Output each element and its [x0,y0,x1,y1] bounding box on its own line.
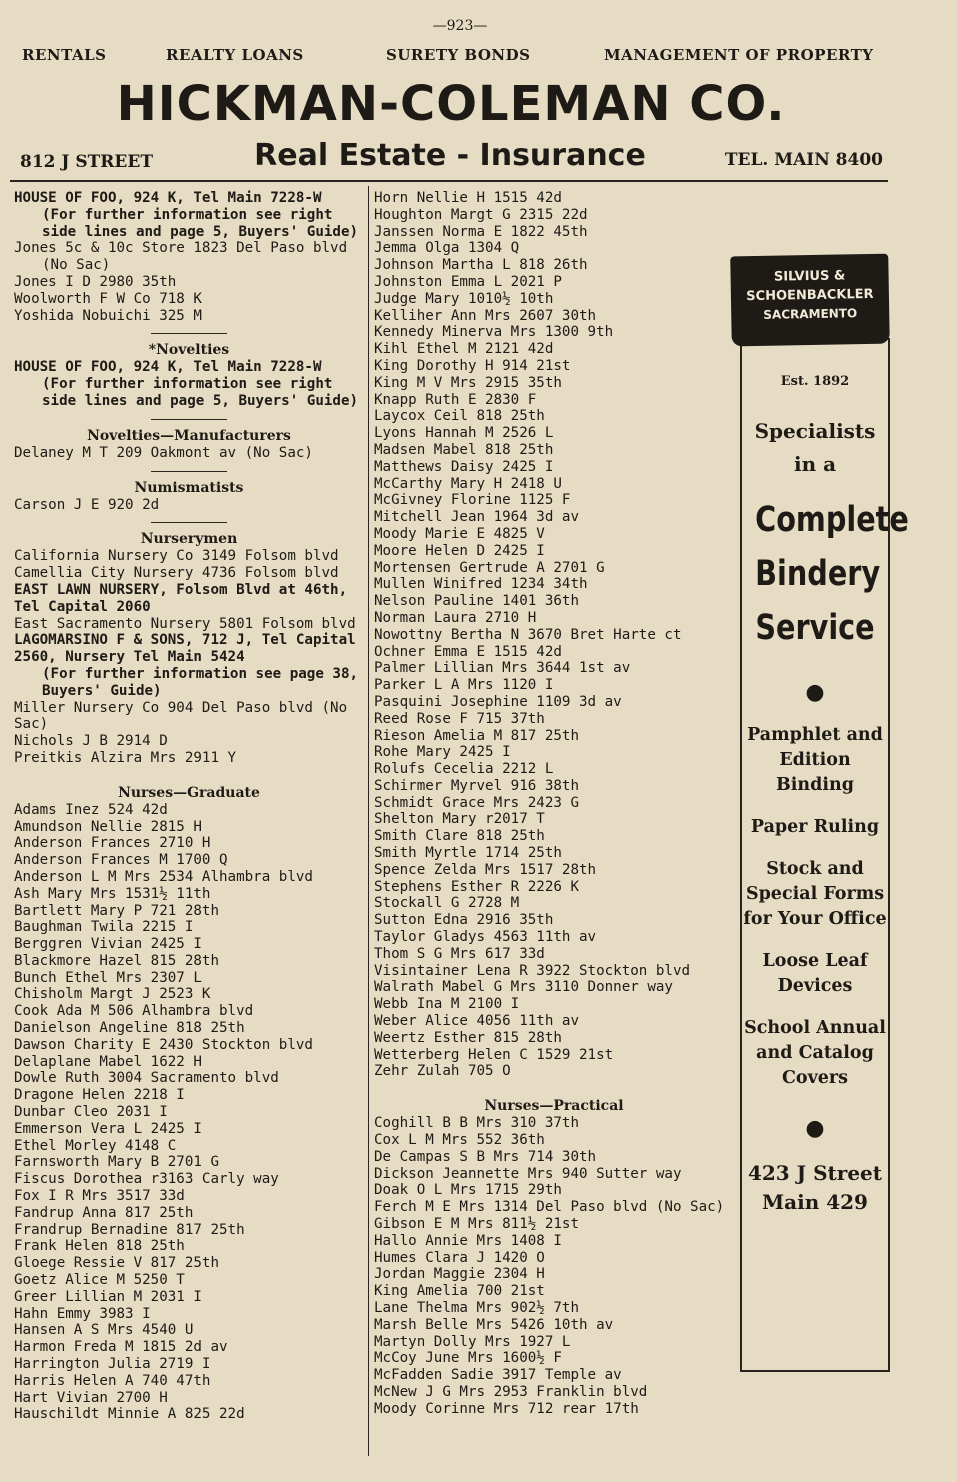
directory-entry: Walrath Mabel G Mrs 3110 Donner way [374,979,673,996]
directory-entry: Madsen Mabel 818 25th [374,441,554,458]
directory-entry: Taylor Gladys 4563 11th av [374,929,597,946]
novelties-list [14,359,364,409]
directory-entry: Dowle Ruth 3004 Sacramento blvd [14,1070,279,1087]
directory-entry: Janssen Norma E 1822 45th [374,223,588,240]
section-divider [151,471,227,472]
directory-entry: Preitkis Alzira Mrs 2911 Y [14,749,237,766]
directory-entry: Harris Helen A 740 47th [14,1372,211,1389]
ad-headline-line: Complete [755,500,909,540]
directory-entry: Fiscus Dorothea r3163 Carly way [14,1171,279,1188]
ad-service-item: Stock and Special Forms for Your Office [743,859,887,929]
directory-entry: McCoy June Mrs 1600½ F [374,1350,562,1367]
directory-entry: Knapp Ruth E 2830 F [374,391,537,408]
directory-entry: Nelson Pauline 1401 36th [374,593,579,610]
directory-entry: Webb Ina M 2100 I [374,996,520,1013]
directory-entry: Hauschildt Minnie A 825 22d [14,1406,245,1423]
company-subtitle: Real Estate - Insurance [254,138,646,173]
directory-entry: McFadden Sadie 3917 Temple av [374,1367,622,1384]
directory-entry: Wetterberg Helen C 1529 21st [374,1046,614,1063]
heading-nurses-graduate: Nurses—Graduate [118,784,260,801]
directory-entry: McNew J G Mrs 2953 Franklin blvd [374,1383,648,1400]
directory-entry: Berggren Vivian 2425 I [14,936,202,953]
directory-entry: King Dorothy H 914 21st [374,357,571,374]
company-name: HICKMAN-COLEMAN CO. [116,76,786,132]
left-top-entries [14,190,364,324]
directory-entry: Cox L M Mrs 552 36th [374,1132,545,1149]
directory-entry: Lyons Hannah M 2526 L [374,425,554,442]
directory-entry: Mortensen Gertrude A 2701 G [374,559,605,576]
directory-entry: Coghill B B Mrs 310 37th [374,1115,579,1132]
directory-entry: Ash Mary Mrs 1531½ 11th [14,885,211,902]
heading-novelties-manufacturers: Novelties—Manufacturers [87,427,291,444]
directory-entry: Anderson Frances 2710 H [14,835,211,852]
directory-entry: Greer Lillian M 2031 I [14,1288,202,1305]
section-gap [14,767,364,783]
service-realty-loans: REALTY LOANS [166,46,304,64]
directory-entry: Lane Thelma Mrs 902½ 7th [374,1300,579,1316]
directory-entry: McGivney Florine 1125 F [374,492,571,509]
header-rule [10,180,888,182]
ad-service-item: Loose Leaf Devices [762,951,868,996]
directory-entry: HOUSE OF FOO, 924 K, Tel Main 7228-W [14,190,322,206]
section-gap [374,1080,734,1096]
novelties-manufacturers-list [14,445,364,462]
directory-entry: Amundson Nellie 2815 H [14,818,202,835]
bindery-advertisement [740,338,909,1372]
bindery-logo [730,254,890,347]
directory-entry: Jemma Olga 1304 Q [374,240,520,257]
directory-entry: Pasquini Josephine 1109 3d av [374,693,622,710]
directory-entry: Weber Alice 4056 11th av [374,1013,579,1030]
directory-entry: Ferch M E Mrs 1314 Del Paso blvd (No Sac) [374,1199,725,1216]
ad-phone: Main 429 [762,1190,868,1214]
directory-entry: Fox I R Mrs 3517 33d [14,1188,185,1205]
directory-entry: Sutton Edna 2916 35th [374,912,554,929]
ad-service-item: Pamphlet and Edition Binding [747,725,883,795]
directory-entry: Bartlett Mary P 721 28th [14,902,219,919]
directory-entry: Nichols J B 2914 D [14,733,168,750]
directory-entry: Blackmore Hazel 815 28th [14,952,219,969]
directory-entry: Ochner Emma E 1515 42d [374,643,562,660]
directory-entry: Jones I D 2980 35th [14,273,177,290]
logo-line: SCHOENBACKLER [746,286,874,305]
directory-entry: Johnson Martha L 818 26th [374,257,588,274]
directory-entry: Delaney M T 209 Oakmont av (No Sac) [14,444,313,461]
middle-entries [374,190,734,1080]
directory-entry: Laycox Ceil 818 25th [374,408,545,425]
directory-entry: Jordan Maggie 2304 H [374,1266,545,1283]
directory-entry: McCarthy Mary H 2418 U [374,475,562,492]
ad-service-item: School Annual and Catalog Covers [744,1018,886,1088]
directory-entry: Visintainer Lena R 3922 Stockton blvd [374,962,691,979]
directory-entry: Anderson Frances M 1700 Q [14,852,228,869]
directory-entry: Shelton Mary r2017 T [374,811,545,828]
directory-entry: Miller Nursery Co 904 Del Paso blvd (No Sac) [14,699,348,733]
directory-entry: De Campas S B Mrs 714 30th [374,1148,597,1165]
directory-entry: Hansen A S Mrs 4540 U [14,1322,194,1339]
directory-entry: (For further information see right side lines and page 5, Buyers' Guide) [42,206,359,240]
directory-entry: Fandrup Anna 817 25th [14,1204,194,1221]
directory-entry: Palmer Lillian Mrs 3644 1st av [374,660,631,677]
section-divider [151,419,227,420]
directory-entry: Moody Marie E 4825 V [374,525,545,542]
ad-headline [755,493,909,655]
directory-entry: Dunbar Cleo 2031 I [14,1104,168,1121]
directory-entry: Stephens Esther R 2226 K [374,878,579,895]
directory-entry: Goetz Alice M 5250 T [14,1272,185,1289]
ad-address [742,1159,888,1217]
directory-entry: Schirmer Myrvel 916 38th [374,777,579,794]
service-management: MANAGEMENT OF PROPERTY [604,46,874,64]
directory-entry: Mitchell Jean 1964 3d av [374,509,579,526]
directory-entry: Gloege Ressie V 817 25th [14,1255,219,1272]
service-surety-bonds: SURETY BONDS [386,46,531,64]
column-divider [368,186,369,1456]
logo-line: SILVIUS & [773,268,846,285]
directory-entry: Houghton Margt G 2315 22d [374,206,588,223]
bullet-dot: ● [805,679,825,705]
directory-entry: Parker L A Mrs 1120 I [374,677,554,694]
numismatists-list [14,497,364,514]
directory-entry: Yoshida Nobuichi 325 M [14,307,202,324]
bullet-dot: ● [805,1115,825,1141]
directory-entry: HOUSE OF FOO, 924 K, Tel Main 7228-W [14,359,322,376]
directory-entry: Kihl Ethel M 2121 42d [374,341,554,358]
directory-entry: Emmerson Vera L 2425 I [14,1120,202,1137]
nurses-practical-list [374,1115,734,1417]
directory-entry: EAST LAWN NURSERY, Folsom Blvd at 46th, Tel Capital 2060 [14,581,348,615]
heading-numismatists: Numismatists [134,479,244,496]
directory-entry: Kelliher Ann Mrs 2607 30th [374,307,597,324]
section-divider [151,333,227,334]
directory-entry: Bunch Ethel Mrs 2307 L [14,969,202,986]
directory-entry: Harrington Julia 2719 I [14,1356,211,1373]
company-telephone: TEL. MAIN 8400 [724,150,883,170]
directory-entry: Carson J E 920 2d [14,496,160,513]
directory-entry: Rolufs Cecelia 2212 L [374,761,554,778]
directory-entry: Moore Helen D 2425 I [374,542,545,559]
directory-entry: Thom S G Mrs 617 33d [374,945,545,962]
directory-entry: Gibson E M Mrs 811½ 21st [374,1216,579,1233]
directory-entry: Smith Myrtle 1714 25th [374,845,562,862]
directory-entry: King M V Mrs 2915 35th [374,374,562,391]
nurses-graduate-list [14,802,364,1423]
nurserymen-list [14,548,364,766]
service-rentals: RENTALS [22,46,107,64]
directory-entry: Reed Rose F 715 37th [374,710,545,727]
directory-entry: East Sacramento Nursery 5801 Folsom blvd [14,615,356,632]
directory-entry: Dragone Helen 2218 I [14,1087,185,1104]
directory-entry: (No Sac) [42,257,111,274]
directory-entry: LAGOMARSINO F & SONS, 712 J, Tel Capital 2560, Nursery Tel Main 5424 [14,632,356,666]
ad-headline-line: Bindery [755,554,881,594]
directory-entry: Kennedy Minerva Mrs 1300 9th [374,324,614,341]
directory-entry: Farnsworth Mary B 2701 G [14,1154,219,1171]
directory-entry: Rohe Mary 2425 I [374,744,511,761]
directory-entry: California Nursery Co 3149 Folsom blvd [14,548,339,565]
directory-entry: Judge Mary 1010½ 10th [374,290,554,307]
directory-entry: (For further information see right side lines and page 5, Buyers' Guide) [42,376,359,409]
middle-column [374,190,734,1418]
directory-entry: Hahn Emmy 3983 I [14,1305,151,1322]
directory-entry: Dawson Charity E 2430 Stockton blvd [14,1036,313,1053]
ad-established: Est. 1892 [780,374,850,389]
directory-entry: Spence Zelda Mrs 1517 28th [374,861,597,878]
directory-entry: Martyn Dolly Mrs 1927 L [374,1333,571,1350]
directory-entry: Stockall G 2728 M [374,895,520,912]
directory-entry: Weertz Esther 815 28th [374,1029,562,1046]
ad-specialists: Specialists in a [754,419,876,476]
directory-entry: Mullen Winifred 1234 34th [374,576,588,593]
heading-novelties: *Novelties [148,342,230,359]
directory-entry: Schmidt Grace Mrs 2423 G [374,794,579,811]
logo-line: SACRAMENTO [763,306,858,322]
directory-entry: Harmon Freda M 1815 2d av [14,1339,228,1356]
directory-entry: Smith Clare 818 25th [374,828,545,845]
directory-entry: Jones 5c & 10c Store 1823 Del Paso blvd [14,240,348,257]
heading-nurses-practical: Nurses—Practical [484,1098,624,1115]
directory-entry: Moody Corinne Mrs 712 rear 17th [374,1400,639,1417]
directory-entry: Ethel Morley 4148 C [14,1137,177,1154]
directory-entry: Norman Laura 2710 H [374,609,537,626]
directory-entry: Marsh Belle Mrs 5426 10th av [374,1316,614,1333]
directory-entry: Horn Nellie H 1515 42d [374,190,562,206]
directory-entry: Delaplane Mabel 1622 H [14,1053,202,1070]
directory-entry: Cook Ada M 506 Alhambra blvd [14,1003,254,1020]
directory-entry: Frandrup Bernadine 817 25th [14,1221,245,1238]
directory-entry: Baughman Twila 2215 I [14,919,194,936]
page-number: —923— [432,18,488,34]
company-address: 812 J STREET [20,152,153,172]
directory-entry: (For further information see page 38, Buyers' Guide) [42,665,359,699]
left-column [14,190,364,1423]
directory-entry: Frank Helen 818 25th [14,1238,185,1255]
directory-entry: Nowottny Bertha N 3670 Bret Harte ct [374,626,682,643]
directory-entry: Chisholm Margt J 2523 K [14,986,211,1003]
directory-entry: Matthews Daisy 2425 I [374,458,554,475]
directory-entry: Woolworth F W Co 718 K [14,290,202,307]
directory-entry: King Amelia 700 21st [374,1283,545,1300]
directory-entry: Anderson L M Mrs 2534 Alhambra blvd [14,868,313,885]
directory-entry: Hallo Annie Mrs 1408 I [374,1232,562,1249]
heading-nurserymen: Nurserymen [140,531,238,548]
section-divider [151,522,227,523]
directory-entry: Rieson Amelia M 817 25th [374,727,579,744]
directory-entry: Zehr Zulah 705 O [374,1063,511,1080]
directory-entry: Adams Inez 524 42d [14,801,168,818]
directory-entry: Camellia City Nursery 4736 Folsom blvd [14,565,339,582]
directory-entry: Dickson Jeannette Mrs 940 Sutter way [374,1165,682,1182]
ad-street: 423 J Street [747,1161,883,1185]
directory-entry: Doak O L Mrs 1715 29th [374,1182,562,1199]
directory-entry: Hart Vivian 2700 H [14,1389,168,1406]
directory-entry: Danielson Angeline 818 25th [14,1020,245,1037]
directory-entry: Johnston Emma L 2021 P [374,273,562,290]
directory-entry: Humes Clara J 1420 O [374,1249,545,1266]
ad-service-item: Paper Ruling [750,817,880,837]
ad-headline-line: Service [755,608,875,648]
